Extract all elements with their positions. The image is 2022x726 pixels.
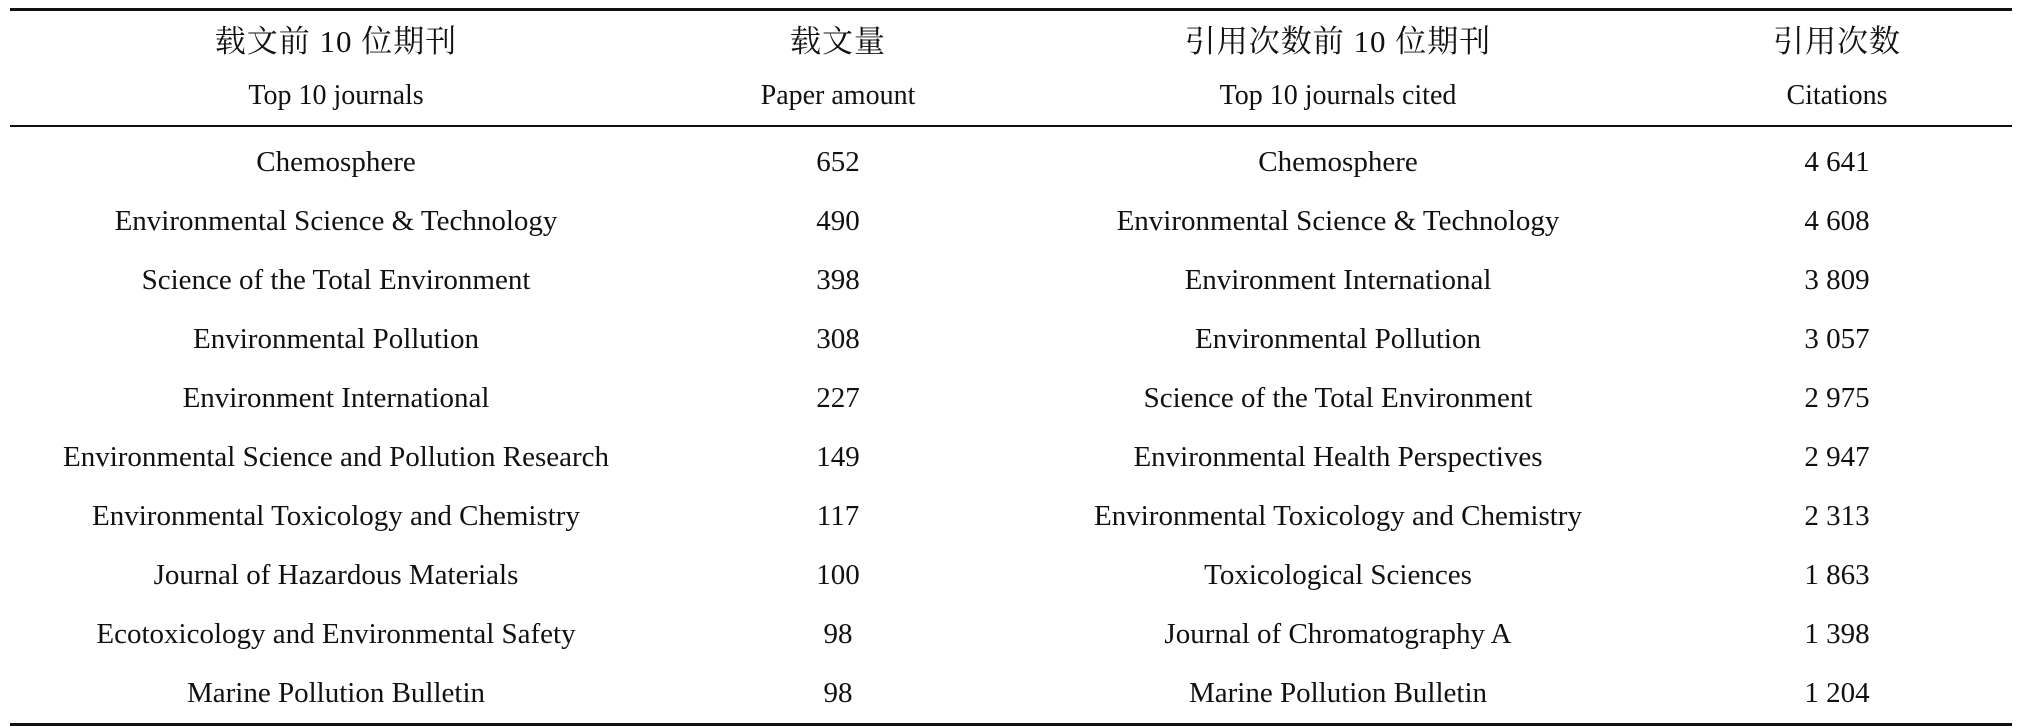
paper-amount-cell: 98 [662, 664, 1014, 725]
paper-amount-cell: 98 [823, 618, 853, 650]
cited-journal-name-cell: Toxicological Sciences [1204, 559, 1472, 591]
citations-cell: 1 398 [1804, 618, 1870, 650]
citations-cell: 3 809 [1804, 264, 1870, 296]
table-row [10, 487, 2012, 546]
table-row [10, 428, 2012, 487]
journal-name-cell: Environmental Toxicology and Chemistry [92, 500, 580, 532]
cited-journal-name-cell: Marine Pollution Bulletin [1014, 664, 1662, 725]
paper-amount-cell: 117 [816, 500, 860, 532]
header-zh: 载文前 10 位期刊 [214, 24, 458, 59]
header-zh: 引用次数 [1773, 24, 1901, 59]
paper-amount-cell: 398 [816, 264, 860, 296]
paper-amount-cell: 149 [816, 441, 860, 473]
table-row [10, 251, 2012, 310]
header-row [10, 10, 2012, 127]
table-body [10, 126, 2012, 725]
cited-journal-name-cell: Chemosphere [1258, 146, 1418, 178]
cited-journal-name-cell: Science of the Total Environment [1143, 382, 1533, 414]
header-en: Paper amount [760, 80, 916, 111]
journal-name-cell: Journal of Hazardous Materials [153, 559, 519, 591]
citations-cell: 3 057 [1804, 323, 1870, 355]
citations-cell: 4 608 [1804, 205, 1870, 237]
citations-cell: 1 204 [1662, 664, 2012, 725]
table-row [10, 546, 2012, 605]
header-citations [1662, 10, 2012, 127]
cited-journal-name-cell: Environmental Health Perspectives [1133, 441, 1543, 473]
paper-amount-cell: 100 [816, 559, 860, 591]
paper-amount-cell: 490 [816, 205, 860, 237]
journal-table-container [10, 8, 2012, 726]
header-top-journals-cited [1014, 10, 1662, 127]
header-paper-amount [662, 10, 1014, 127]
table-row [10, 310, 2012, 369]
paper-amount-cell: 652 [816, 146, 860, 178]
table-row [10, 369, 2012, 428]
journal-name-cell: Environmental Science and Pollution Research [62, 441, 609, 473]
cited-journal-name-cell: Environmental Science & Technology [1116, 205, 1560, 237]
header-en: Top 10 journals [248, 80, 424, 111]
journal-name-cell: Ecotoxicology and Environmental Safety [96, 618, 576, 650]
journal-ranking-table [10, 8, 2012, 726]
paper-amount-cell: 227 [816, 382, 860, 414]
table-row [10, 126, 2012, 192]
header-zh: 引用次数前 10 位期刊 [1184, 24, 1492, 59]
journal-name-cell: Environment International [182, 382, 490, 414]
cited-journal-name-cell: Environmental Pollution [1195, 323, 1481, 355]
journal-name-cell: Environmental Science & Technology [114, 205, 558, 237]
header-zh: 载文量 [790, 24, 886, 59]
citations-cell: 2 313 [1804, 500, 1870, 532]
header-en: Citations [1786, 80, 1888, 111]
table-header [10, 10, 2012, 127]
header-en: Top 10 journals cited [1219, 80, 1457, 111]
journal-name-cell: Environmental Pollution [193, 323, 479, 355]
citations-cell: 4 641 [1804, 146, 1870, 178]
journal-name-cell: Chemosphere [256, 146, 416, 178]
table-row [10, 605, 2012, 664]
table-row [10, 192, 2012, 251]
cited-journal-name-cell: Environment International [1184, 264, 1492, 296]
journal-name-cell: Science of the Total Environment [141, 264, 531, 296]
citations-cell: 2 975 [1804, 382, 1870, 414]
citations-cell: 2 947 [1804, 441, 1870, 473]
journal-name-cell: Marine Pollution Bulletin [10, 664, 662, 725]
table-row [10, 664, 2012, 725]
header-top-journals [10, 10, 662, 127]
paper-amount-cell: 308 [816, 323, 860, 355]
cited-journal-name-cell: Journal of Chromatography A [1164, 618, 1512, 650]
cited-journal-name-cell: Environmental Toxicology and Chemistry [1094, 500, 1582, 532]
citations-cell: 1 863 [1804, 559, 1870, 591]
